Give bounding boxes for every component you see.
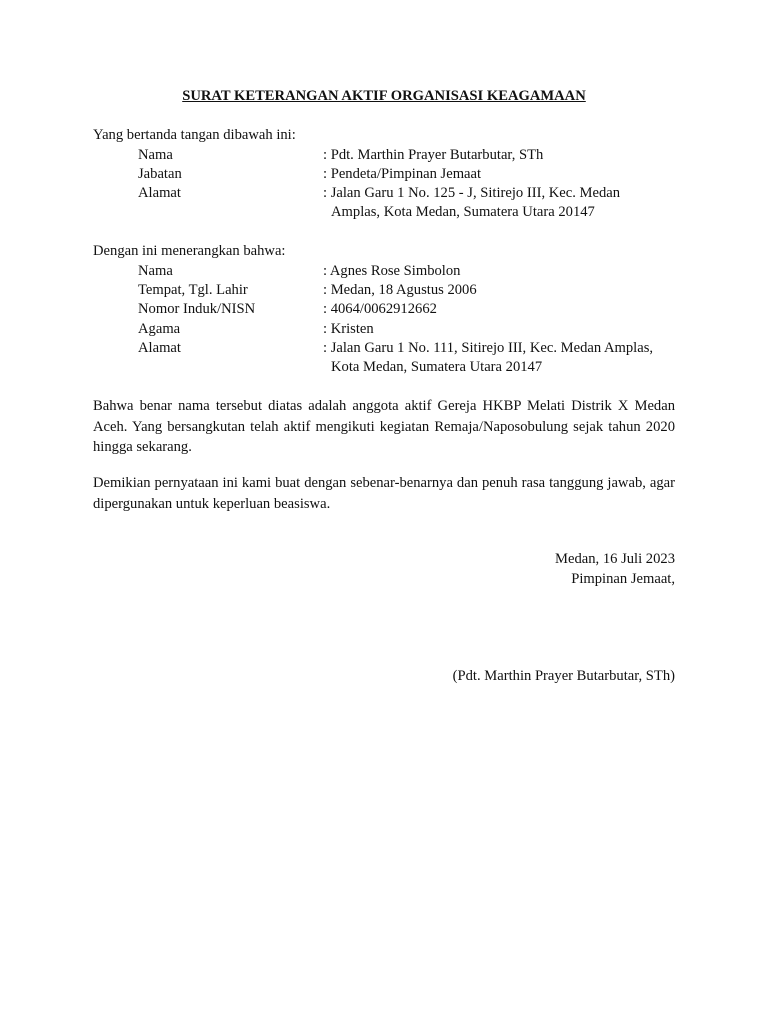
field-value-continuation: Amplas, Kota Medan, Sumatera Utara 20147	[331, 204, 595, 220]
signer-position: Pimpinan Jemaat,	[571, 571, 675, 587]
letter-title: SURAT KETERANGAN AKTIF ORGANISASI KEAGAMAAN	[182, 88, 586, 104]
field-label: Agama	[138, 321, 181, 337]
subject-intro: Dengan ini menerangkan bahwa:	[93, 243, 286, 259]
field-label: Tempat, Tgl. Lahir	[138, 282, 248, 298]
signature-name: (Pdt. Marthin Prayer Butarbutar, STh)	[452, 668, 675, 684]
field-label: Jabatan	[138, 166, 182, 182]
field-value	[323, 184, 675, 222]
statement-paragraph: Bahwa benar nama tersebut diatas adalah anggota aktif Gereja HKBP Melati Distrik X Medan Aceh. Yang bersangkutan telah aktif mengikuti kegiatan Remaja/Naposobulung sejak tahun 2020 hingga sekarang.	[93, 398, 675, 455]
field-value: : Kristen	[323, 321, 374, 337]
field-value: : Agnes Rose Simbolon	[323, 263, 461, 279]
field-label: Alamat	[138, 340, 181, 356]
field-value: : Medan, 18 Agustus 2006	[323, 282, 477, 298]
field-value: : Pdt. Marthin Prayer Butarbutar, STh	[323, 147, 544, 163]
signer-intro: Yang bertanda tangan dibawah ini:	[93, 127, 296, 143]
field-label: Nama	[138, 147, 173, 163]
field-label: Nama	[138, 263, 173, 279]
field-value-line: : Jalan Garu 1 No. 125 - J, Sitirejo III, Kec. Medan	[323, 185, 621, 201]
place-date: Medan, 16 Juli 2023	[555, 551, 675, 567]
field-value	[323, 339, 675, 377]
field-label: Alamat	[138, 185, 181, 201]
field-value: : 4064/0062912662	[323, 301, 437, 317]
field-value-continuation: Kota Medan, Sumatera Utara 20147	[331, 359, 543, 375]
field-value: : Pendeta/Pimpinan Jemaat	[323, 166, 482, 182]
field-value-line: : Jalan Garu 1 No. 111, Sitirejo III, Kec. Medan Amplas,	[323, 340, 654, 356]
field-label: Nomor Induk/NISN	[138, 301, 256, 317]
closing-paragraph: Demikian pernyataan ini kami buat dengan sebenar-benarnya dan penuh rasa tanggung jawab, agar dipergunakan untuk keperluan beasiswa.	[93, 475, 675, 512]
